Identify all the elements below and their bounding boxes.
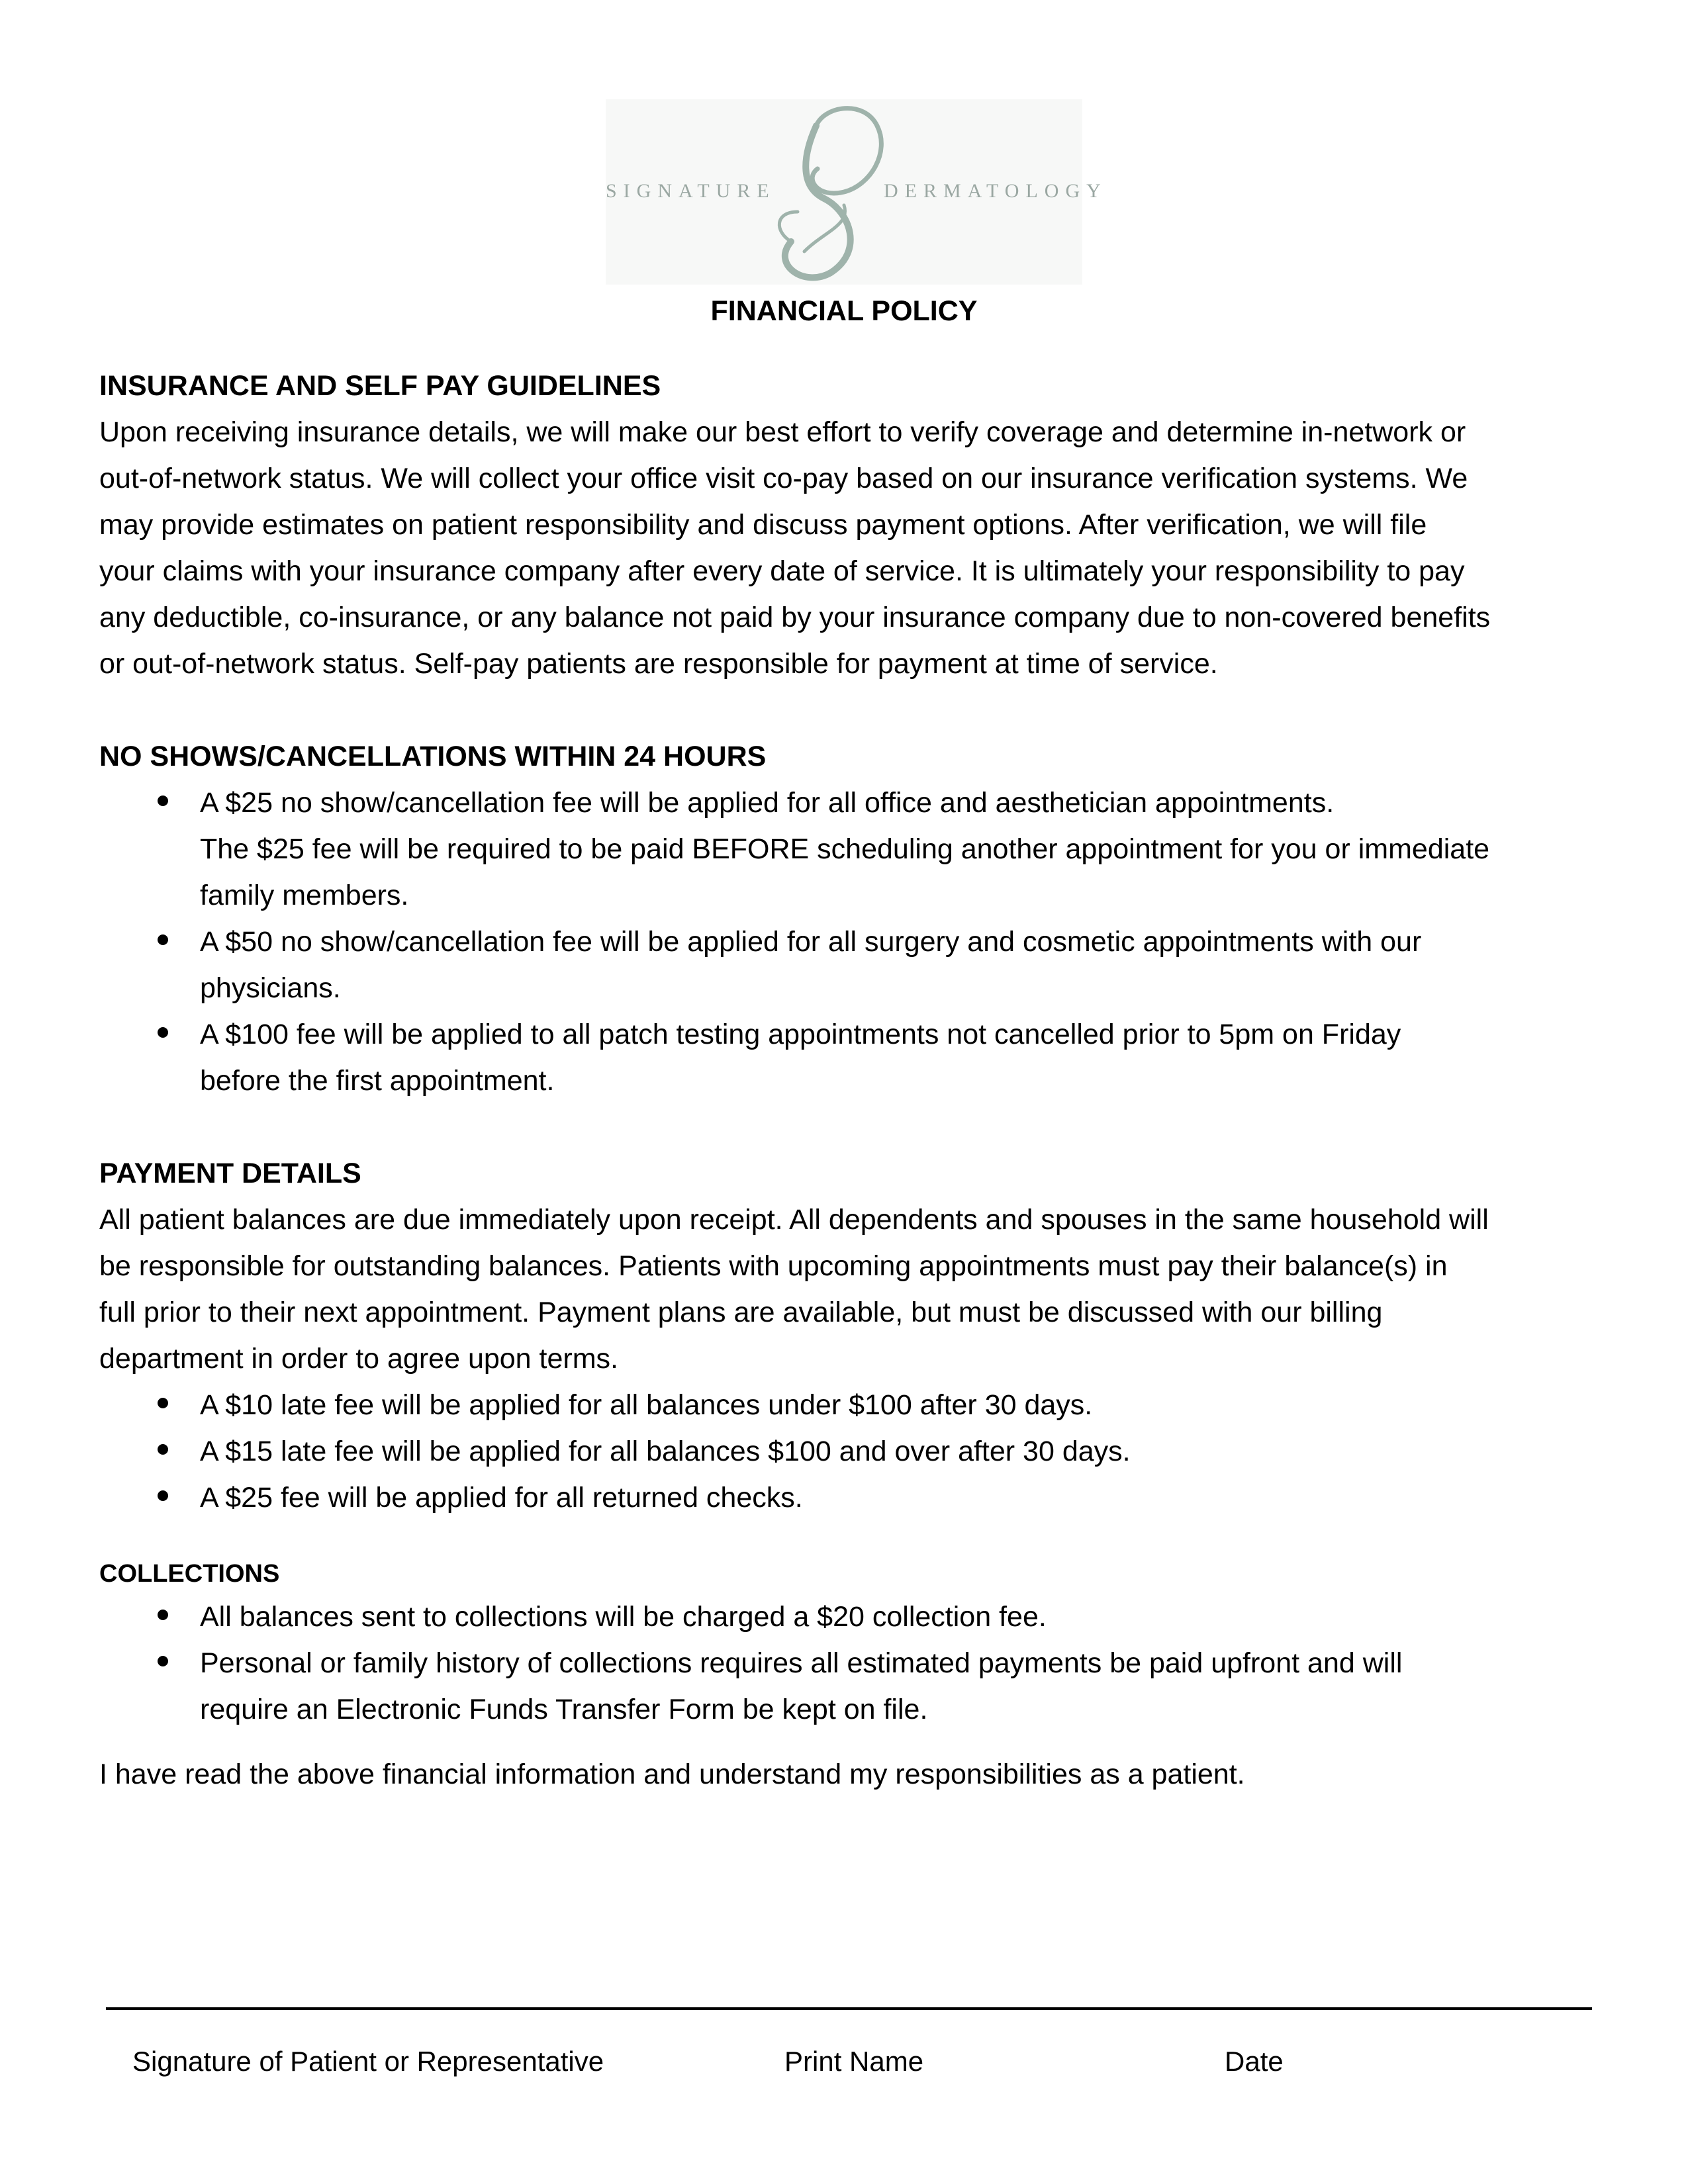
signature-dermatology-logo [606, 99, 1107, 285]
noshows-heading: NO SHOWS/CANCELLATIONS WITHIN 24 HOURS [99, 741, 767, 772]
insurance-section [99, 363, 1595, 687]
bullet-text: The $25 fee will be required to be paid BEFORE scheduling another appointment for you or immediate [200, 833, 1490, 865]
collections-heading: COLLECTIONS [99, 1560, 280, 1588]
signature-label: Signature of Patient or Representative [132, 2046, 604, 2077]
insurance-heading: INSURANCE AND SELF PAY GUIDELINES [99, 370, 661, 402]
list-item [99, 1594, 1595, 1640]
bullet-icon [158, 1656, 168, 1666]
print-name-label: Print Name [784, 2046, 924, 2077]
bullet-icon [158, 796, 168, 806]
logo-right-text: DERMATOLOGY [884, 180, 1107, 202]
logo-graphic [606, 99, 1107, 285]
bullet-icon [158, 1610, 168, 1620]
bullet-text: physicians. [200, 972, 341, 1004]
bullet-text: All balances sent to collections will be charged a $20 collection fee. [200, 1601, 1047, 1633]
insurance-line: out-of-network status. We will collect your office visit co-pay based on our insurance verification systems. We [99, 463, 1468, 494]
noshows-list [99, 780, 1595, 1104]
collections-section [99, 1554, 1595, 1733]
acknowledgement-text: I have read the above financial information and understand my responsibilities as a patient. [99, 1758, 1245, 1790]
insurance-line: or out-of-network status. Self-pay patients are responsible for payment at time of service. [99, 648, 1218, 680]
bullet-icon [158, 1444, 168, 1455]
payment-line: full prior to their next appointment. Payment plans are available, but must be discussed with our billing [99, 1297, 1383, 1328]
collections-list [99, 1594, 1595, 1733]
payment-line: be responsible for outstanding balances. Patients with upcoming appointments must pay their balance(s) in [99, 1250, 1448, 1282]
insurance-paragraph [99, 409, 1595, 687]
bullet-text: A $25 fee will be applied for all returned checks. [200, 1482, 803, 1514]
bullet-text: require an Electronic Funds Transfer Form be kept on file. [200, 1694, 928, 1725]
payment-list [99, 1382, 1595, 1521]
bullet-icon [158, 1490, 168, 1501]
payment-paragraph [99, 1197, 1595, 1382]
list-item [99, 1640, 1595, 1733]
bullet-icon [158, 1398, 168, 1408]
list-item [99, 1382, 1595, 1428]
bullet-text: A $100 fee will be applied to all patch testing appointments not cancelled prior to 5pm on Friday [200, 1019, 1401, 1050]
signature-line[interactable] [106, 2007, 1592, 2010]
insurance-line: your claims with your insurance company after every date of service. It is ultimately your responsibility to pay [99, 555, 1465, 587]
payment-section [99, 1150, 1595, 1521]
bullet-text: before the first appointment. [200, 1065, 555, 1097]
bullet-text: A $10 late fee will be applied for all balances under $100 after 30 days. [200, 1389, 1093, 1421]
bullet-icon [158, 1027, 168, 1038]
bullet-text: Personal or family history of collections requires all estimated payments be paid upfront and will [200, 1647, 1403, 1679]
payment-line: All patient balances are due immediately upon receipt. All dependents and spouses in the same household will [99, 1204, 1489, 1236]
insurance-line: may provide estimates on patient responsibility and discuss payment options. After verification, we will file [99, 509, 1427, 541]
bullet-text: A $50 no show/cancellation fee will be applied for all surgery and cosmetic appointments with our [200, 926, 1422, 958]
insurance-line: any deductible, co-insurance, or any balance not paid by your insurance company due to non-covered benefits [99, 602, 1491, 633]
list-item [99, 1475, 1595, 1521]
list-item [99, 780, 1595, 919]
insurance-line: Upon receiving insurance details, we will make our best effort to verify coverage and determine in-network or [99, 416, 1466, 448]
date-label: Date [1225, 2046, 1284, 2077]
policy-content [99, 363, 1595, 1797]
bullet-text: A $25 no show/cancellation fee will be applied for all office and aesthetician appointments. [200, 787, 1335, 819]
bullet-text: family members. [200, 880, 409, 911]
list-item [99, 1428, 1595, 1475]
logo-left-text: SIGNATURE [606, 180, 776, 202]
noshows-section [99, 733, 1595, 1104]
bullet-text: A $15 late fee will be applied for all balances $100 and over after 30 days. [200, 1435, 1131, 1467]
payment-heading: PAYMENT DETAILS [99, 1158, 361, 1189]
list-item [99, 1011, 1595, 1104]
bullet-icon [158, 934, 168, 945]
payment-line: department in order to agree upon terms. [99, 1343, 618, 1375]
list-item [99, 919, 1595, 1011]
document-title: FINANCIAL POLICY [710, 295, 978, 327]
